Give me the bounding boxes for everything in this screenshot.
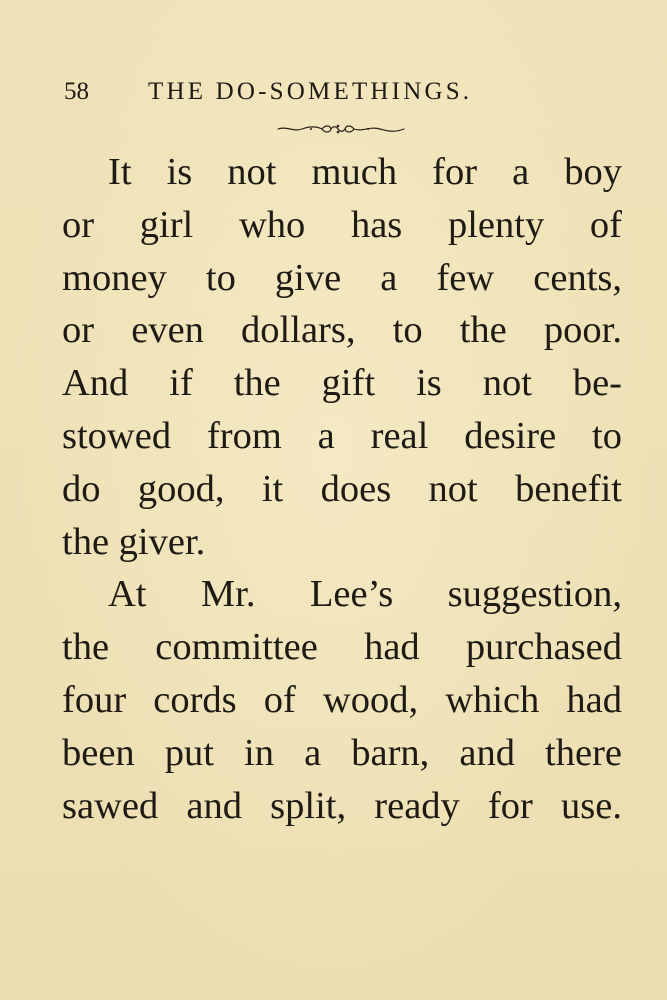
text-line: the giver. <box>62 520 206 563</box>
text-line: been put in a barn, and there <box>62 731 622 774</box>
text-line: It is not much for a boy <box>108 151 622 193</box>
page-number: 58 <box>64 78 89 105</box>
body-text <box>62 146 622 832</box>
text-line: sawed and split, ready for use. <box>62 784 622 827</box>
running-title: THE DO-SOMETHINGS. <box>148 78 473 105</box>
paragraph-2 <box>62 568 622 832</box>
text-line: four cords of wood, which had <box>62 678 622 721</box>
text-line: do good, it does not benefit <box>62 467 622 510</box>
text-line: or girl who has plenty of <box>62 203 622 246</box>
paragraph-1 <box>62 146 622 568</box>
text-line: stowed from a real desire to <box>62 414 622 457</box>
text-line: And if the gift is not be- <box>62 362 622 405</box>
text-line: the committee had purchased <box>62 626 622 669</box>
text-line: At Mr. Lee’s suggestion, <box>108 573 622 616</box>
text-line: money to give a few cents, <box>62 256 622 299</box>
text-line: or even dollars, to the poor. <box>62 309 622 352</box>
decorative-scroll-ornament-icon <box>276 122 406 136</box>
page-header <box>64 78 564 108</box>
